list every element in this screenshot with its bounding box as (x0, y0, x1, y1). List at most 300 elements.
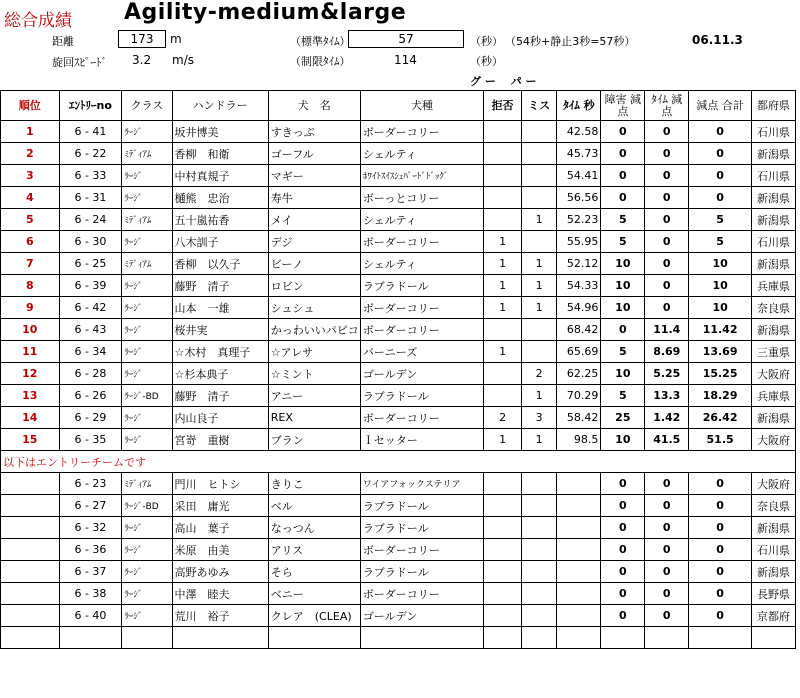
time-cell: 42.58 (557, 121, 601, 143)
time-cell: 65.69 (557, 341, 601, 363)
empty-cell (360, 627, 483, 649)
dog-name-cell: REX (268, 407, 360, 429)
dog-name-cell: ビーノ (268, 253, 360, 275)
table-row (1, 209, 796, 231)
class-cell: ﾗｰｼﾞ (122, 363, 172, 385)
prefecture-cell: 石川県 (751, 539, 795, 561)
empty-cell (484, 539, 522, 561)
time-penalty-cell: 0 (645, 561, 689, 583)
class-cell: ﾗｰｼﾞ (122, 165, 172, 187)
total-penalty-cell: 18.29 (689, 385, 752, 407)
handler-cell: 桜井実 (172, 319, 268, 341)
empty-cell (484, 561, 522, 583)
distance-label: 距離 (52, 35, 74, 48)
refusal-cell (484, 385, 522, 407)
breed-cell: ラブラドール (360, 517, 483, 539)
refusal-cell (484, 319, 522, 341)
handler-cell: ☆木村 真理子 (172, 341, 268, 363)
empty-cell (521, 627, 557, 649)
page-title: Agility-medium&large (124, 0, 407, 25)
dog-name-cell: そら (268, 561, 360, 583)
time-penalty-cell: 0 (645, 121, 689, 143)
empty-cell (268, 627, 360, 649)
miss-cell: 1 (521, 209, 557, 231)
handler-cell: 五十嵐祐香 (172, 209, 268, 231)
miss-cell (521, 319, 557, 341)
empty-cell (645, 627, 689, 649)
col-time-penalty: ﾀｲﾑ 減点 (645, 91, 689, 121)
handler-cell: 藤野 清子 (172, 275, 268, 297)
miss-cell (521, 121, 557, 143)
empty-cell (557, 495, 601, 517)
std-time-unit: （秒） (470, 35, 503, 48)
dog-name-cell: マギー (268, 165, 360, 187)
speed-value: 3.2 (132, 53, 152, 67)
time-penalty-cell: 0 (645, 253, 689, 275)
col-time: ﾀｲﾑ 秒 (557, 91, 601, 121)
empty-cell (484, 495, 522, 517)
refusal-cell: 2 (484, 407, 522, 429)
refusal-cell (484, 187, 522, 209)
handler-cell: ☆杉本典子 (172, 363, 268, 385)
time-cell: 54.33 (557, 275, 601, 297)
col-prefecture: 都府県 (751, 91, 795, 121)
refusal-cell: 1 (484, 429, 522, 451)
time-cell: 62.25 (557, 363, 601, 385)
breed-cell: ボーダーコリー (360, 539, 483, 561)
rank-cell: 7 (1, 253, 60, 275)
entry-cell: 6 - 42 (59, 297, 122, 319)
empty-cell (521, 605, 557, 627)
class-cell: ﾐﾃﾞｨｱﾑ (122, 209, 172, 231)
miss-cell: 1 (521, 275, 557, 297)
rank-cell: 1 (1, 121, 60, 143)
total-penalty-cell: 0 (689, 605, 752, 627)
obstacle-penalty-cell: 0 (601, 605, 645, 627)
prefecture-cell: 兵庫県 (751, 385, 795, 407)
entry-cell: 6 - 25 (59, 253, 122, 275)
table-row (1, 231, 796, 253)
entry-cell: 6 - 34 (59, 341, 122, 363)
class-cell: ﾗｰｼﾞ (122, 341, 172, 363)
time-penalty-cell: 0 (645, 165, 689, 187)
obstacle-penalty-cell: 5 (601, 385, 645, 407)
time-penalty-cell: 8.69 (645, 341, 689, 363)
time-cell: 55.95 (557, 231, 601, 253)
refusal-cell (484, 143, 522, 165)
col-entry: ｴﾝﾄﾘｰno (59, 91, 122, 121)
prefecture-cell: 新潟県 (751, 319, 795, 341)
obstacle-penalty-cell: 10 (601, 363, 645, 385)
entry-cell: 6 - 40 (59, 605, 122, 627)
obstacle-penalty-cell: 25 (601, 407, 645, 429)
obstacle-penalty-cell: 0 (601, 165, 645, 187)
table-row (1, 363, 796, 385)
entry-cell: 6 - 38 (59, 583, 122, 605)
entry-cell: 6 - 39 (59, 275, 122, 297)
table-row (1, 253, 796, 275)
obstacle-penalty-cell: 0 (601, 583, 645, 605)
col-total-penalty: 減点 合計 (689, 91, 752, 121)
time-cell: 52.23 (557, 209, 601, 231)
entry-cell: 6 - 32 (59, 517, 122, 539)
empty-cell (521, 539, 557, 561)
empty-cell (1, 473, 60, 495)
entry-row (1, 473, 796, 495)
distance-value: 173 (118, 30, 166, 48)
time-penalty-cell: 0 (645, 297, 689, 319)
total-penalty-cell: 11.42 (689, 319, 752, 341)
prefecture-cell: 新潟県 (751, 209, 795, 231)
empty-cell (1, 495, 60, 517)
handler-cell: 山本 一雄 (172, 297, 268, 319)
breed-cell: ボーダーコリー (360, 297, 483, 319)
miss-cell: 1 (521, 253, 557, 275)
entry-row (1, 583, 796, 605)
class-cell: ﾗｰｼﾞ-BD (122, 385, 172, 407)
prefecture-cell: 大阪府 (751, 429, 795, 451)
dog-name-cell: シュシュ (268, 297, 360, 319)
breed-cell: ボーダーコリー (360, 319, 483, 341)
handler-cell: 八木訓子 (172, 231, 268, 253)
dog-name-cell: きりこ (268, 473, 360, 495)
handler-cell: 香柳 和衛 (172, 143, 268, 165)
std-time-label: （標準ﾀｲﾑ） (290, 35, 351, 48)
prefecture-cell: 三重県 (751, 341, 795, 363)
time-cell: 54.96 (557, 297, 601, 319)
breed-cell: シェルティ (360, 209, 483, 231)
prefecture-cell: 大阪府 (751, 473, 795, 495)
empty-cell (557, 473, 601, 495)
time-penalty-cell: 0 (645, 583, 689, 605)
total-penalty-cell: 10 (689, 275, 752, 297)
prefecture-cell: 新潟県 (751, 407, 795, 429)
entry-cell: 6 - 24 (59, 209, 122, 231)
time-penalty-cell: 13.3 (645, 385, 689, 407)
time-penalty-cell: 0 (645, 539, 689, 561)
handler-cell: 坂井博美 (172, 121, 268, 143)
dog-name-cell: なっつん (268, 517, 360, 539)
rank-cell: 2 (1, 143, 60, 165)
time-penalty-cell: 0 (645, 143, 689, 165)
empty-cell (1, 561, 60, 583)
obstacle-penalty-cell: 10 (601, 297, 645, 319)
breed-cell: ボーダーコリー (360, 583, 483, 605)
handler-cell: 宮嵜 重樹 (172, 429, 268, 451)
dog-name-cell: ゴーフル (268, 143, 360, 165)
empty-cell (557, 605, 601, 627)
entry-cell: 6 - 36 (59, 539, 122, 561)
total-penalty-cell: 0 (689, 165, 752, 187)
total-penalty-cell: 10 (689, 297, 752, 319)
handler-cell: 高山 葉子 (172, 517, 268, 539)
empty-cell (484, 605, 522, 627)
empty-cell (1, 539, 60, 561)
note-row (1, 451, 796, 473)
table-row (1, 319, 796, 341)
results-table (0, 90, 796, 649)
time-penalty-cell: 5.25 (645, 363, 689, 385)
refusal-cell (484, 121, 522, 143)
time-cell: 52.12 (557, 253, 601, 275)
table-row (1, 297, 796, 319)
empty-cell (557, 627, 601, 649)
empty-cell (1, 583, 60, 605)
prefecture-cell: 新潟県 (751, 143, 795, 165)
rank-cell: 3 (1, 165, 60, 187)
section-title: 総合成績 (4, 11, 72, 31)
rank-cell: 9 (1, 297, 60, 319)
breed-cell: バーニーズ (360, 341, 483, 363)
entry-cell: 6 - 26 (59, 385, 122, 407)
time-penalty-cell: 1.42 (645, 407, 689, 429)
refusal-cell: 1 (484, 253, 522, 275)
distance-unit: m (170, 32, 182, 46)
empty-cell (59, 627, 122, 649)
refusal-cell: 1 (484, 297, 522, 319)
handler-cell: 樋熊 忠治 (172, 187, 268, 209)
table-row (1, 385, 796, 407)
total-penalty-cell: 10 (689, 253, 752, 275)
breed-cell: ラブラドール (360, 495, 483, 517)
total-penalty-cell: 5 (689, 209, 752, 231)
time-penalty-cell: 0 (645, 209, 689, 231)
class-cell: ﾗｰｼﾞ (122, 231, 172, 253)
breed-cell: ボーダーコリー (360, 231, 483, 253)
miss-cell (521, 341, 557, 363)
speed-unit: m/s (172, 53, 194, 67)
time-penalty-cell: 0 (645, 473, 689, 495)
empty-cell (521, 561, 557, 583)
entry-cell: 6 - 22 (59, 143, 122, 165)
prefecture-cell: 奈良県 (751, 495, 795, 517)
obstacle-penalty-cell: 0 (601, 187, 645, 209)
entry-cell: 6 - 35 (59, 429, 122, 451)
dog-name-cell: ☆ミント (268, 363, 360, 385)
class-cell: ﾗｰｼﾞ (122, 561, 172, 583)
time-penalty-cell: 11.4 (645, 319, 689, 341)
class-cell: ﾗｰｼﾞ (122, 429, 172, 451)
entry-row (1, 605, 796, 627)
miss-cell: 2 (521, 363, 557, 385)
obstacle-penalty-cell: 0 (601, 143, 645, 165)
breed-cell: ラブラドール (360, 385, 483, 407)
col-handler: ハンドラー (172, 91, 268, 121)
handler-cell: 采田 庸光 (172, 495, 268, 517)
rank-cell: 6 (1, 231, 60, 253)
time-cell: 54.41 (557, 165, 601, 187)
dog-name-cell: デジ (268, 231, 360, 253)
empty-cell (689, 627, 752, 649)
miss-cell: 1 (521, 429, 557, 451)
table-row (1, 143, 796, 165)
time-penalty-cell: 0 (645, 275, 689, 297)
class-cell: ﾗｰｼﾞ (122, 605, 172, 627)
prefecture-cell: 長野県 (751, 583, 795, 605)
total-penalty-cell: 0 (689, 473, 752, 495)
refusal-cell (484, 363, 522, 385)
miss-cell (521, 187, 557, 209)
dog-name-cell: ロビン (268, 275, 360, 297)
entry-row (1, 495, 796, 517)
prefecture-cell: 新潟県 (751, 517, 795, 539)
class-cell: ﾗｰｼﾞ (122, 583, 172, 605)
class-cell: ﾗｰｼﾞ (122, 121, 172, 143)
miss-cell: 1 (521, 385, 557, 407)
total-penalty-cell: 0 (689, 143, 752, 165)
obstacle-penalty-cell: 10 (601, 253, 645, 275)
breed-cell: ゴールデン (360, 605, 483, 627)
dog-name-cell: ベニー (268, 583, 360, 605)
breed-cell: Ｉセッター (360, 429, 483, 451)
miss-cell: 1 (521, 297, 557, 319)
std-time-value: 57 (348, 30, 464, 48)
total-penalty-cell: 0 (689, 539, 752, 561)
entry-team-note: 以下はエントリーチームです (1, 451, 796, 473)
empty-cell (484, 627, 522, 649)
limit-time-label: （制限ﾀｲﾑ） (290, 55, 351, 68)
entry-cell: 6 - 33 (59, 165, 122, 187)
prefecture-cell: 石川県 (751, 121, 795, 143)
empty-cell (1, 627, 60, 649)
breed-cell: ﾎﾜｲﾄｽｲｽｼｪﾊﾟｰﾄﾞﾄﾞｯｸﾞ (360, 165, 483, 187)
empty-cell (122, 627, 172, 649)
dog-name-cell: ☆アレサ (268, 341, 360, 363)
entry-cell: 6 - 28 (59, 363, 122, 385)
handler-cell: 米原 由美 (172, 539, 268, 561)
time-cell: 70.29 (557, 385, 601, 407)
class-cell: ﾐﾃﾞｨｱﾑ (122, 253, 172, 275)
dog-name-cell: すきっぷ (268, 121, 360, 143)
obstacle-penalty-cell: 0 (601, 561, 645, 583)
limit-time-unit: （秒） (470, 55, 503, 68)
class-cell: ﾗｰｼﾞ (122, 407, 172, 429)
table-row (1, 275, 796, 297)
handler-cell: 門川 ヒトシ (172, 473, 268, 495)
breed-cell: ボーダーコリー (360, 121, 483, 143)
obstacle-penalty-cell: 0 (601, 495, 645, 517)
empty-cell (557, 539, 601, 561)
breed-cell: ゴールデン (360, 363, 483, 385)
rank-cell: 14 (1, 407, 60, 429)
empty-cell (521, 583, 557, 605)
rank-cell: 8 (1, 275, 60, 297)
table-row (1, 407, 796, 429)
obstacle-penalty-cell: 10 (601, 275, 645, 297)
miss-cell (521, 231, 557, 253)
miss-cell: 3 (521, 407, 557, 429)
time-cell: 56.56 (557, 187, 601, 209)
total-penalty-cell: 15.25 (689, 363, 752, 385)
empty-cell (484, 517, 522, 539)
class-cell: ﾗｰｼﾞ (122, 539, 172, 561)
total-penalty-cell: 5 (689, 231, 752, 253)
miss-cell (521, 165, 557, 187)
breed-cell: シェルティ (360, 143, 483, 165)
obstacle-penalty-cell: 0 (601, 539, 645, 561)
rank-cell: 12 (1, 363, 60, 385)
table-row (1, 341, 796, 363)
breed-cell: ワイアフォックステリア (360, 473, 483, 495)
prefecture-cell: 兵庫県 (751, 275, 795, 297)
empty-cell (557, 517, 601, 539)
total-penalty-cell: 0 (689, 121, 752, 143)
refusal-cell (484, 165, 522, 187)
time-cell: 68.42 (557, 319, 601, 341)
empty-cell (521, 495, 557, 517)
empty-cell (1, 605, 60, 627)
col-refusal: 拒否 (484, 91, 522, 121)
entry-row (1, 539, 796, 561)
empty-cell (557, 561, 601, 583)
empty-cell (751, 627, 795, 649)
handler-cell: 中村真規子 (172, 165, 268, 187)
prefecture-cell: 大阪府 (751, 363, 795, 385)
prefecture-cell: 石川県 (751, 231, 795, 253)
empty-cell (172, 627, 268, 649)
table-header-row (1, 91, 796, 121)
miss-cell (521, 143, 557, 165)
col-miss: ミス (521, 91, 557, 121)
breed-cell: ラブラドール (360, 275, 483, 297)
table-row (1, 429, 796, 451)
class-cell: ﾐﾃﾞｨｱﾑ (122, 473, 172, 495)
rank-cell: 4 (1, 187, 60, 209)
group-label: グ ー パ ー (470, 75, 537, 88)
class-cell: ﾗｰｼﾞ (122, 297, 172, 319)
time-penalty-cell: 0 (645, 517, 689, 539)
refusal-cell (484, 209, 522, 231)
refusal-cell: 1 (484, 275, 522, 297)
entry-row (1, 561, 796, 583)
empty-cell (484, 473, 522, 495)
empty-cell (601, 627, 645, 649)
entry-cell: 6 - 29 (59, 407, 122, 429)
dog-name-cell: メイ (268, 209, 360, 231)
col-breed: 犬種 (360, 91, 483, 121)
prefecture-cell: 石川県 (751, 165, 795, 187)
obstacle-penalty-cell: 10 (601, 429, 645, 451)
event-date: 06.11.3 (692, 33, 743, 47)
empty-cell (521, 473, 557, 495)
rank-cell: 15 (1, 429, 60, 451)
time-penalty-cell: 0 (645, 605, 689, 627)
entry-cell: 6 - 31 (59, 187, 122, 209)
entry-cell: 6 - 37 (59, 561, 122, 583)
dog-name-cell: ブラン (268, 429, 360, 451)
std-time-note: （54秒+静止3秒=57秒） (505, 35, 636, 48)
time-penalty-cell: 0 (645, 231, 689, 253)
obstacle-penalty-cell: 0 (601, 517, 645, 539)
breed-cell: ラブラドール (360, 561, 483, 583)
total-penalty-cell: 0 (689, 495, 752, 517)
prefecture-cell: 奈良県 (751, 297, 795, 319)
time-penalty-cell: 0 (645, 187, 689, 209)
col-obstacle-penalty: 障害 減点 (601, 91, 645, 121)
breed-cell: ボーっとコリー (360, 187, 483, 209)
total-penalty-cell: 0 (689, 583, 752, 605)
entry-row (1, 517, 796, 539)
handler-cell: 荒川 裕子 (172, 605, 268, 627)
entry-cell: 6 - 30 (59, 231, 122, 253)
empty-cell (521, 517, 557, 539)
breed-cell: シェルティ (360, 253, 483, 275)
total-penalty-cell: 51.5 (689, 429, 752, 451)
handler-cell: 香柳 以久子 (172, 253, 268, 275)
handler-cell: 藤野 清子 (172, 385, 268, 407)
total-penalty-cell: 0 (689, 517, 752, 539)
breed-cell: ボーダーコリー (360, 407, 483, 429)
